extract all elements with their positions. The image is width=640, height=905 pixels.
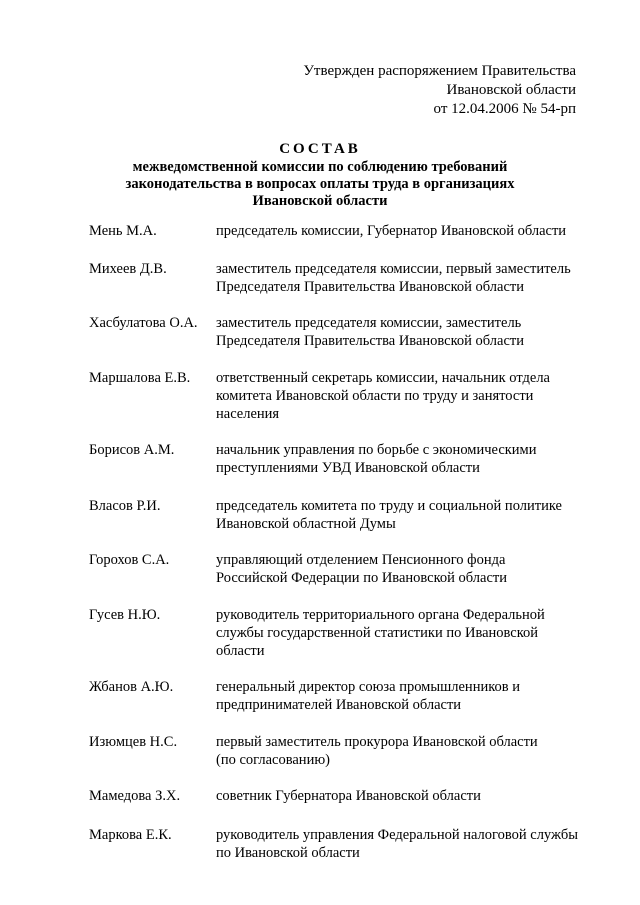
approval-stamp xyxy=(303,62,576,119)
member-name: Маршалова Е.В. xyxy=(89,370,191,386)
member-row xyxy=(89,260,609,296)
member-role-line: Председателя Правительства Ивановской области xyxy=(216,279,524,295)
document-title xyxy=(0,139,640,210)
member-name: Мень М.А. xyxy=(89,223,157,239)
member-role xyxy=(216,787,611,805)
member-role-line: преступлениями УВД Ивановской области xyxy=(216,460,480,476)
member-role xyxy=(216,314,611,350)
member-role-line: Председателя Правительства Ивановской области xyxy=(216,333,524,349)
member-role-line: по Ивановской области xyxy=(216,845,360,861)
member-role-line: заместитель председателя комиссии, заместитель xyxy=(216,315,522,331)
member-role-line: службы государственной статистики по Ивановской xyxy=(216,625,539,641)
approval-line-1: Утвержден распоряжением Правительства xyxy=(303,63,576,79)
member-list xyxy=(89,222,609,861)
subtitle-line-1: межведомственной комиссии по соблюдению требований xyxy=(132,159,508,175)
member-name: Гусев Н.Ю. xyxy=(89,607,161,623)
member-row xyxy=(89,733,609,769)
member-role-line: населения xyxy=(216,406,280,422)
member-role-line: заместитель председателя комиссии, первый заместитель xyxy=(216,261,571,277)
member-name: Михеев Д.В. xyxy=(89,261,167,277)
member-row xyxy=(89,826,609,862)
subtitle-line-2: законодательства в вопросах оплаты труда в организациях xyxy=(125,176,515,192)
member-role xyxy=(216,733,611,769)
member-name: Жбанов А.Ю. xyxy=(89,679,174,695)
member-name: Хасбулатова О.А. xyxy=(89,315,198,331)
member-row xyxy=(89,787,609,805)
title-subtitle xyxy=(0,159,640,210)
member-role-line: области xyxy=(216,643,265,659)
member-row xyxy=(89,369,609,423)
approval-line-2: Ивановской области xyxy=(446,82,576,98)
member-role-line: первый заместитель прокурора Ивановской области xyxy=(216,734,538,750)
member-role-line: руководитель управления Федеральной налоговой службы xyxy=(216,827,578,843)
member-role xyxy=(216,678,611,714)
member-role xyxy=(216,497,611,533)
member-role-line: руководитель территориального органа Федеральной xyxy=(216,607,545,623)
member-name: Маркова Е.К. xyxy=(89,827,172,843)
member-role xyxy=(216,369,611,423)
member-row xyxy=(89,678,609,714)
member-name: Горохов С.А. xyxy=(89,552,170,568)
member-role-line: Ивановской областной Думы xyxy=(216,516,396,532)
member-row xyxy=(89,497,609,533)
member-role-line: ответственный секретарь комиссии, начальник отдела xyxy=(216,370,550,386)
member-role-line: управляющий отделением Пенсионного фонда xyxy=(216,552,506,568)
member-role-line: (по согласованию) xyxy=(216,752,330,768)
member-role xyxy=(216,826,611,862)
member-role-line: председатель комитета по труду и социальной политике xyxy=(216,498,562,514)
member-row xyxy=(89,441,609,477)
member-role xyxy=(216,551,611,587)
member-row xyxy=(89,314,609,350)
member-role-line: советник Губернатора Ивановской области xyxy=(216,788,481,804)
member-name: Борисов А.М. xyxy=(89,442,175,458)
title-main: СОСТАВ xyxy=(279,141,361,157)
member-name: Мамедова З.Х. xyxy=(89,788,181,804)
subtitle-line-3: Ивановской области xyxy=(252,193,388,209)
approval-line-3: от 12.04.2006 № 54-рп xyxy=(433,101,576,117)
member-role-line: Российской Федерации по Ивановской области xyxy=(216,570,508,586)
member-role xyxy=(216,441,611,477)
member-role xyxy=(216,606,611,660)
member-role-line: генеральный директор союза промышленников и xyxy=(216,679,520,695)
member-role xyxy=(216,260,611,296)
member-row xyxy=(89,606,609,660)
member-name: Власов Р.И. xyxy=(89,498,161,514)
member-name: Изюмцев Н.С. xyxy=(89,734,178,750)
member-role xyxy=(216,222,611,240)
member-row xyxy=(89,222,609,240)
member-role-line: комитета Ивановской области по труду и занятости xyxy=(216,388,534,404)
member-role-line: председатель комиссии, Губернатор Ивановской области xyxy=(216,223,567,239)
member-role-line: предпринимателей Ивановской области xyxy=(216,697,462,713)
member-row xyxy=(89,551,609,587)
member-role-line: начальник управления по борьбе с экономическими xyxy=(216,442,537,458)
